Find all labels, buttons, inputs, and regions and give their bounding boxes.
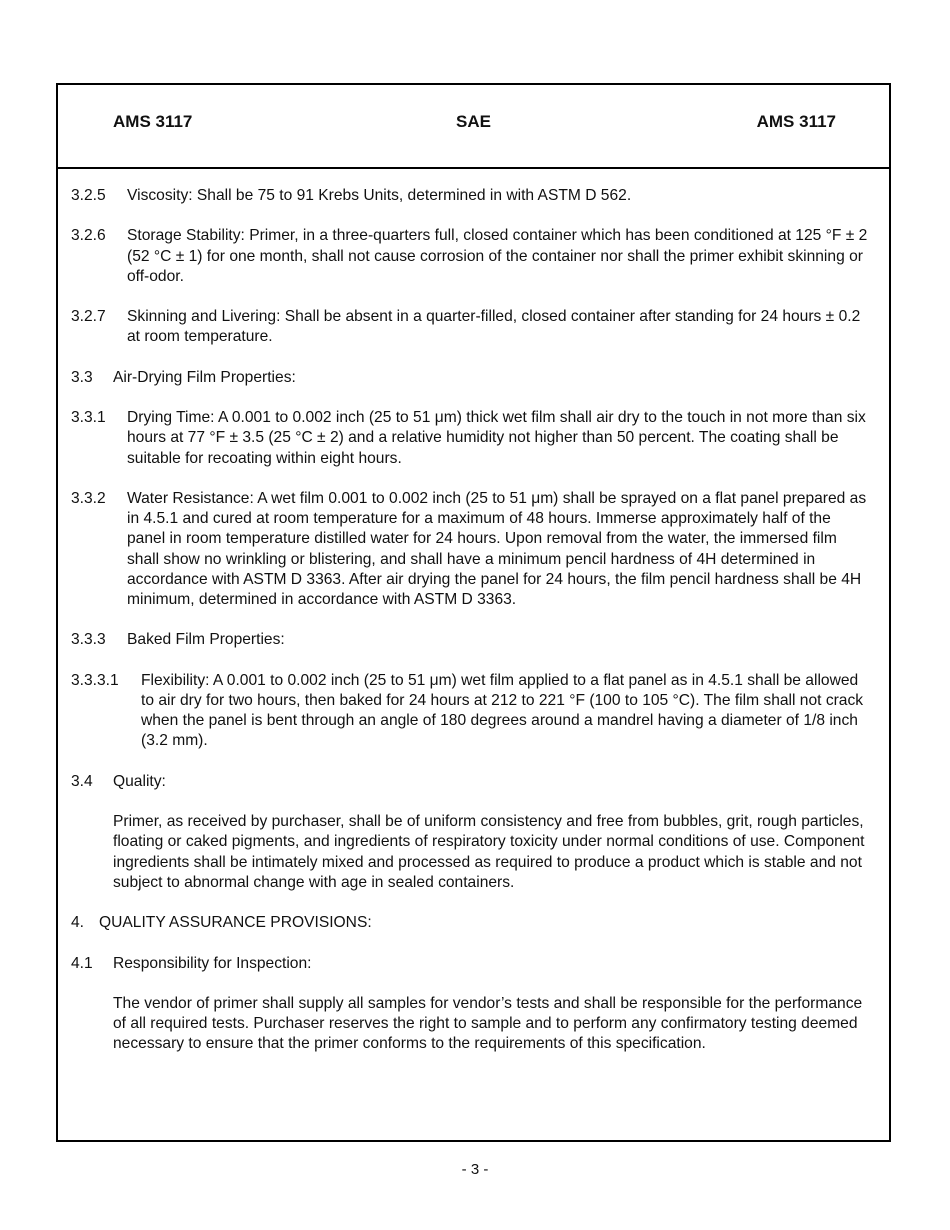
section-heading: QUALITY ASSURANCE PROVISIONS: — [99, 914, 372, 932]
section-heading: Responsibility for Inspection: — [113, 954, 312, 972]
section-3-3-3 — [71, 630, 871, 650]
section-text: Viscosity: Shall be 75 to 91 Krebs Units, determined in with ASTM D 562. — [127, 187, 632, 204]
page-frame — [56, 83, 891, 1142]
section-number: 3.3.3.1 — [71, 671, 119, 689]
section-3-3-1 — [71, 408, 871, 469]
section-heading: Air-Drying Film Properties: — [113, 368, 296, 386]
section-text: Water Resistance: A wet film 0.001 to 0.002 inch (25 to 51 μm) shall be sprayed on a flat panel prepared as in 4.5.1 and cured at room temperature for a maximum of 48 hours. Immerse approximately half of the panel in room temperature distilled water for 24 hours. Upon removal from the water, the immersed film shall show no wrinkling or blistering, and shall have a minimum pencil hardness of 4H determined in accordance with ASTM D 3363. After air drying the panel for 24 hours, the film pencil hardness shall be 4H minimum, determined in accordance with ASTM D 3363. — [127, 489, 867, 608]
section-number: 3.2.5 — [71, 187, 106, 204]
section-3-3-3-1 — [71, 671, 871, 752]
section-text: Flexibility: A 0.001 to 0.002 inch (25 to 51 μm) wet film applied to a flat panel as in 4.5.1 shall be allowed to air dry for two hours, then baked for 24 hours at 212 to 221 °F (100 to 105 °C). The film shall not crack when the panel is bent through an angle of 180 degrees around a mandrel having a diameter of 1/8 inch (3.2 mm). — [141, 671, 864, 750]
section-number: 3.2.6 — [71, 227, 106, 245]
section-number: 3.3.1 — [71, 409, 106, 427]
section-number: 4.1 — [71, 954, 93, 972]
section-heading: Quality: — [113, 772, 166, 790]
section-3-4 — [71, 772, 871, 792]
quality-paragraph: Primer, as received by purchaser, shall be of uniform consistency and free from bubbles, grit, rough particles, floating or caked pigments, and ingredients of respiratory toxicity under normal conditions of use. Component ingredients shall be intimately mixed and processed as required to produce a product which is stable and not subject to abnormal change with age in sealed containers. — [113, 813, 865, 891]
page-number: - 3 - — [461, 1161, 489, 1178]
section-4-1 — [71, 954, 871, 974]
section-3-2-6 — [71, 226, 871, 287]
section-number: 3.3.3 — [71, 631, 106, 649]
page-header — [58, 85, 889, 169]
inspection-paragraph: The vendor of primer shall supply all samples for vendor’s tests and shall be responsible for the performance of all required tests. Purchaser reserves the right to sample and to perform any confirmatory testing deemed necessary to ensure that the primer conforms to the requirements of this specification. — [113, 994, 863, 1053]
section-number: 4. — [71, 914, 85, 932]
section-number: 3.3.2 — [71, 489, 106, 507]
section-3-3-2 — [71, 489, 871, 610]
section-text: Drying Time: A 0.001 to 0.002 inch (25 to 51 μm) thick wet film shall air dry to the touch in not more than six hours at 77 °F ± 3.5 (25 °C ± 2) and a relative humidity not higher than 50 percent. The coating shall be suitable for recoating within eight hours. — [127, 409, 866, 467]
header-org: SAE — [456, 112, 491, 131]
section-3-2-7 — [71, 307, 871, 347]
section-3-3 — [71, 368, 871, 388]
document-body — [71, 186, 871, 1075]
section-4 — [71, 913, 871, 933]
section-number: 3.3 — [71, 368, 93, 386]
section-number: 3.2.7 — [71, 308, 106, 326]
header-doc-number-right: AMS 3117 — [756, 112, 836, 131]
section-text: Storage Stability: Primer, in a three-quarters full, closed container which has been conditioned at 125 °F ± 2 (52 °C ± 1) for one month, shall not cause corrosion of the container nor shall the primer exhibit skinning or off-odor. — [127, 227, 868, 285]
header-doc-number-left: AMS 3117 — [113, 112, 193, 131]
section-heading: Baked Film Properties: — [127, 631, 285, 649]
section-number: 3.4 — [71, 772, 93, 790]
section-text: Skinning and Livering: Shall be absent in a quarter-filled, closed container after standing for 24 hours ± 0.2 at room temperature. — [127, 308, 861, 346]
section-3-2-5 — [71, 186, 871, 206]
